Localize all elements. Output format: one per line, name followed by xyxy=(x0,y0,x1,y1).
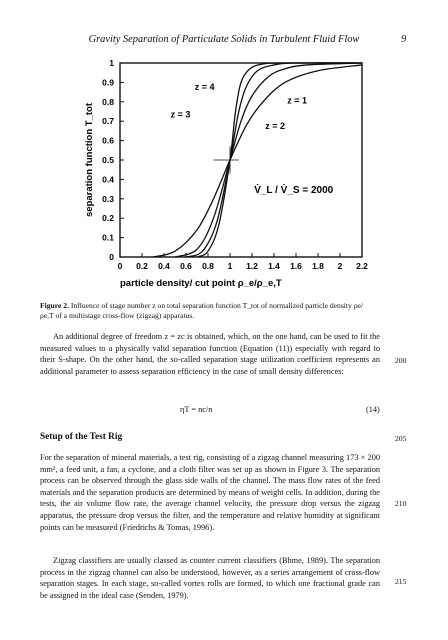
running-header: Gravity Separation of Particulate Solids in Turbulent Fluid Flow xyxy=(88,34,360,45)
x-tick-label: 0.4 xyxy=(158,261,170,271)
line-number-210: 210 xyxy=(395,499,407,508)
x-tick-label: 0 xyxy=(117,261,123,271)
y-tick-label: 0.7 xyxy=(102,116,114,127)
x-tick-label: 0.6 xyxy=(180,261,192,271)
series-label-2: z = 2 xyxy=(265,120,285,131)
separation-function-chart xyxy=(0,50,448,290)
line-number-215: 215 xyxy=(395,577,407,586)
y-tick-label: 0.9 xyxy=(102,77,114,88)
section-heading: Setup of the Test Rig xyxy=(40,432,123,442)
equation-number: (14) xyxy=(366,405,380,414)
y-tick-label: 0.6 xyxy=(102,135,114,146)
y-axis-label: separation function T_tot xyxy=(84,103,95,217)
x-tick-label: 0.2 xyxy=(136,261,148,271)
y-tick-label: 0.3 xyxy=(102,193,114,204)
x-tick-label: 2.2 xyxy=(356,261,368,271)
series-label-4: z = 4 xyxy=(194,82,215,93)
figure-caption xyxy=(40,301,370,321)
series-label-1: z = 1 xyxy=(287,95,307,106)
x-tick-label: 1 xyxy=(227,261,233,271)
equation-14: ηT = nc/n xyxy=(180,405,213,414)
page-number: 9 xyxy=(401,34,407,45)
x-tick-label: 1.4 xyxy=(268,261,280,271)
figure-caption-text: Influence of stage number z on total separation function T_tot of normalized particle density ρe/ρe,T of a multistage cross-flow (zigzag) apparatus. xyxy=(40,301,363,320)
line-number-200: 200 xyxy=(395,356,407,365)
y-tick-label: 0.5 xyxy=(102,155,114,165)
x-tick-label: 0.8 xyxy=(202,261,214,271)
y-tick-label: 0.8 xyxy=(102,96,114,107)
figure-caption-label: Figure 2. xyxy=(40,301,69,310)
paragraph-test-rig: For the separation of mineral materials, a test rig, consisting of a zigzag channel measuring 173 × 200 mm², a feed unit, a fan, a cyclone, and a cloth filter was set up as shown in Figure 3. The separation process can be observed through the glass side walls of the channel. The mass flow rates of the feed materials and the separation products are determined by means of weight cells. In addition, during the tests, the air volume flow rate, the average channel velocity, the pressure drop versus the zigzag apparatus, the pressure drop versus the filter, and the temperature and relative humidity at significant points can be measured (Friedrichs & Tomas, 1996). xyxy=(40,453,380,532)
plot-frame xyxy=(120,63,362,257)
y-tick-label: 0.2 xyxy=(102,213,114,224)
y-tick-label: 0 xyxy=(109,252,114,262)
x-tick-label: 1.2 xyxy=(246,261,258,271)
x-tick-label: 1.8 xyxy=(312,261,324,271)
x-tick-label: 1.6 xyxy=(290,261,302,271)
x-tick-label: 2 xyxy=(337,261,343,271)
y-tick-label: 1 xyxy=(109,58,114,68)
x-axis-label: particle density/ cut point ρ_e/ρ_e,T xyxy=(120,278,282,289)
series-label-3: z = 3 xyxy=(170,109,191,120)
annotation-flow-ratio: V̇_L / V̇_S = 2000 xyxy=(254,184,334,196)
series-line-1 xyxy=(153,65,362,257)
paragraph-zigzag: Zigzag classifiers are usually classed as counter current classifiers (Bhme, 1989). The separation process in the zigzag channel can also be understood, however, as a series arrangement of cross-flow separation stages. In each stage, so-called vortex rolls are formed, to which one fractional grade can be assigned in the ideal case (Senden, 1979). xyxy=(40,556,380,600)
paragraph-freedom: An additional degree of freedom z = zc is obtained, which, on the one hand, can be used to fit the measured values to a physically valid separation function (Equation (11)) especially with regard to their S-shape. On the other hand, the so-called separation stage utilization coefficient represents an additional parameter to assess separation efficiency in the case of small density differences: xyxy=(40,332,380,376)
line-number-205: 205 xyxy=(395,434,407,443)
y-tick-label: 0.4 xyxy=(102,174,114,185)
y-tick-label: 0.1 xyxy=(102,232,114,243)
